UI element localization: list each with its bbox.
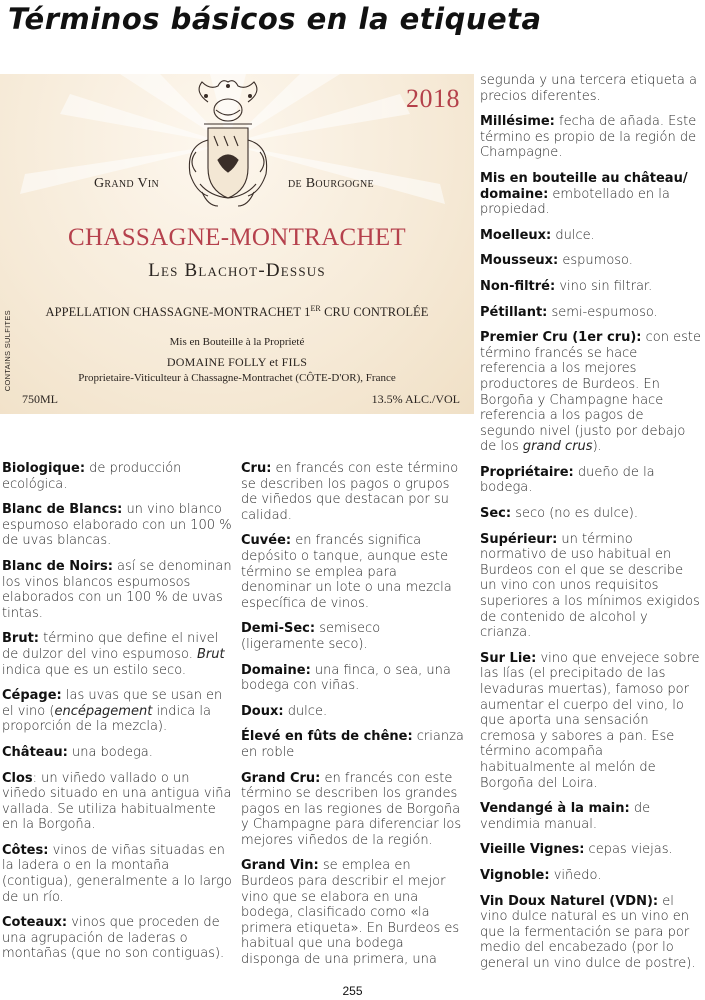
glossary-definition: seco (no es dulce).	[511, 506, 638, 522]
glossary-entry	[2, 843, 234, 905]
glossary-term: Château:	[2, 744, 68, 760]
volume-text: 750ML	[22, 392, 58, 406]
glossary-definition-tail: ).	[592, 439, 602, 455]
producer-text: Proprietaire-Viticulteur à Chassagne-Montrachet (CÔTE-D'OR), France	[78, 372, 396, 384]
glossary-definition: viñedo.	[549, 867, 602, 883]
glossary-term: Élevé en fûts de chêne:	[241, 729, 413, 745]
glossary-term: Brut:	[2, 631, 39, 647]
glossary-term: Vieille Vignes:	[480, 842, 585, 858]
glossary-entry	[2, 502, 234, 549]
glossary-definition: con este término francés se hace referencia a los mejores productores de Burdeos. En Borgoña y Champagne hace referencia a los pagos de segundo nivel (justo por debajo de los	[480, 330, 701, 455]
glossary-entry	[480, 651, 702, 791]
glossary-definition: dulce.	[283, 703, 328, 719]
glossary-entry	[241, 771, 465, 849]
glossary-emphasis: encépagement	[54, 703, 153, 719]
glossary-term: Cépage:	[2, 688, 62, 704]
glossary-column-2	[241, 461, 465, 978]
glossary-term: Clos	[2, 770, 33, 786]
glossary-entry	[480, 305, 702, 321]
controlee-pre: APPELLATION CHASSAGNE-MONTRACHET 1	[45, 305, 311, 320]
region-text: de Bourgogne	[288, 176, 374, 191]
glossary-term: Vin Doux Naturel (VDN):	[480, 893, 659, 909]
domaine-name: DOMAINE FOLLY et FILS	[166, 355, 308, 369]
glossary-entry	[2, 745, 234, 761]
glossary-term: Cru:	[241, 461, 272, 476]
glossary-definition: las uvas que se usan en el vino (	[2, 688, 223, 719]
appellation-controlee	[0, 304, 474, 320]
glossary-definition: fecha de añada. Este término es propio de la región de Champagne.	[480, 114, 697, 161]
glossary-entry	[480, 114, 702, 161]
page-title: Términos básicos en la etiqueta	[8, 2, 542, 36]
glossary-entry	[2, 688, 234, 735]
glossary-definition: cepas viejas.	[584, 842, 673, 858]
glossary-entry	[241, 533, 465, 611]
glossary-term: Premier Cru (1er cru):	[480, 330, 642, 346]
glossary-entry	[480, 532, 702, 641]
glossary-term: Grand Vin:	[241, 858, 319, 874]
glossary-entry	[2, 559, 234, 621]
glossary-definition: un término normativo de uso habitual en Burdeos con el que se describe un vino con unos requisitos superiores a los mínimos exigidos de contenido de alcohol y crianza.	[480, 531, 700, 641]
glossary-term: Cuvée:	[241, 533, 292, 549]
glossary-definition: el vino dulce natural es un vino en que la fermentación se para por medio del encabezado (por lo general un vino dulce de postre).	[480, 893, 696, 971]
glossary-definition: una bodega.	[67, 744, 153, 760]
glossary-column-3	[480, 73, 702, 982]
glossary-entry	[480, 868, 702, 884]
glossary-term: Mis en bouteille au château/ domaine:	[480, 170, 688, 202]
glossary-definition: se emplea en Burdeos para describir el mejor vino que se elabora en una bodega, clasificado como «la primera etiqueta». En Burdeos es habitual que una bodega disponga de una primera, una	[241, 858, 460, 968]
glossary-definition: de producción ecológica.	[2, 461, 182, 492]
glossary-definition: un vino blanco espumoso elaborado con un 100 % de uvas blancas.	[2, 502, 232, 549]
controlee-post: CRU CONTROLÉE	[320, 305, 429, 320]
glossary-term: Vendangé à la main:	[480, 801, 630, 817]
glossary-entry	[241, 729, 465, 760]
glossary-term: Grand Cru:	[241, 770, 321, 786]
glossary-definition: embotellado en la propiedad.	[480, 186, 670, 218]
page-number: 255	[342, 984, 363, 998]
glossary-entry	[2, 771, 234, 833]
glossary-definition: vino que envejece sobre las lías (el precipitado de las levaduras muertas), famoso por aumentar el cuerpo del vino, lo que aporta una sensación cremosa y sabores a pan. Ese término acompaña habitualmente al melón de Borgoña del Loira.	[480, 650, 700, 791]
glossary-entry	[2, 631, 234, 678]
glossary-entry	[480, 842, 702, 858]
coat-of-arms-icon	[178, 80, 278, 230]
glossary-term: Mousseux:	[480, 253, 559, 269]
glossary-term: Blanc de Noirs:	[2, 558, 113, 574]
glossary-term: Domaine:	[241, 662, 311, 678]
glossary-term: Non-filtré:	[480, 278, 556, 294]
glossary-entry	[480, 253, 702, 269]
glossary-definition: segunda y una tercera etiqueta a precios diferentes.	[480, 73, 697, 104]
glossary-definition-tail: indica que es un estilo seco.	[2, 662, 187, 678]
glossary-term: Supérieur:	[480, 531, 558, 547]
wine-label-image	[0, 74, 474, 414]
glossary-entry	[480, 228, 702, 244]
glossary-term: Doux:	[241, 703, 284, 719]
glossary-definition-tail: indica la proporción de la mezcla).	[2, 703, 211, 735]
glossary-definition: en francés con este término se describen los grandes pagos en las regiones de Borgoña y Champagne para diferenciar los mejores viñedos de la región.	[241, 770, 462, 848]
glossary-entry	[480, 506, 702, 522]
glossary-entry	[241, 704, 465, 720]
glossary-definition: de vendimia manual.	[480, 801, 651, 832]
glossary-term: Côtes:	[2, 842, 49, 858]
glossary-definition: crianza en roble	[241, 729, 464, 760]
glossary-entry	[480, 279, 702, 295]
glossary-entry	[241, 621, 465, 652]
glossary-term: Biologique:	[2, 461, 86, 476]
glossary-entry	[2, 915, 234, 962]
glossary-entry	[241, 663, 465, 694]
glossary-definition: así se denominan los vinos blancos espumosos elaborados con un 100 % de uvas tintas.	[2, 558, 232, 621]
glossary-term: Coteaux:	[2, 915, 68, 931]
glossary-term: Blanc de Blancs:	[2, 502, 123, 518]
glossary-entry	[480, 801, 702, 832]
glossary-definition: vinos de viñas situadas en la ladera o en la montaña (contigua), generalmente a lo largo de un río.	[2, 842, 232, 905]
glossary-entry	[2, 461, 234, 492]
glossary-term: Demi-Sec:	[241, 621, 316, 637]
glossary-definition: : un viñedo vallado o un viñedo situado en una antigua viña vallada. Se utiliza habitualmente en la Borgoña.	[2, 770, 232, 833]
glossary-emphasis: Brut	[197, 646, 225, 662]
glossary-term: Propriétaire:	[480, 464, 574, 480]
glossary-entry	[480, 894, 702, 972]
vintage-year: 2018	[406, 84, 460, 113]
glossary-emphasis: grand crus	[522, 439, 593, 455]
glossary-definition: término que define el nivel de dulzor del vino espumoso.	[2, 631, 219, 662]
glossary-entry	[241, 461, 465, 523]
controlee-sup: ER	[310, 304, 321, 313]
glossary-entry	[480, 465, 702, 496]
glossary-term: Sec:	[480, 506, 512, 522]
glossary-entry	[241, 858, 465, 967]
glossary-definition: semiseco (ligeramente seco).	[241, 621, 381, 652]
glossary-definition: dulce.	[551, 227, 595, 243]
grand-vin-text: Grand Vin	[94, 176, 160, 191]
glossary-term: Vignoble:	[480, 867, 550, 883]
glossary-definition: espumoso.	[558, 253, 633, 269]
alcohol-text: 13.5% ALC./VOL	[371, 392, 460, 406]
glossary-term: Sur Lie:	[480, 650, 537, 666]
glossary-term: Pétillant:	[480, 304, 548, 320]
climat-name: Les Blachot-Dessus	[148, 260, 326, 281]
glossary-entry	[480, 330, 702, 455]
glossary-entry	[480, 73, 702, 104]
sulfites-text: CONTAINS SULFITES	[3, 310, 12, 392]
bottling-text: Mis en Bouteille à la Proprieté	[169, 336, 305, 348]
glossary-definition: vino sin filtrar.	[555, 278, 653, 294]
glossary-definition: semi-espumoso.	[547, 304, 658, 320]
glossary-definition: vinos que proceden de una agrupación de laderas o montañas (que no son contiguas).	[2, 915, 225, 962]
glossary-definition: en francés significa depósito o tanque, aunque este término se emplea para denominar un lote o una mezcla específica de vinos.	[241, 533, 452, 611]
glossary-entry	[480, 171, 702, 218]
glossary-definition: en francés con este término se describen los pagos o grupos de viñedos que destacan por su calidad.	[241, 461, 459, 523]
glossary-term: Moelleux:	[480, 227, 552, 243]
glossary-definition: una finca, o sea, una bodega con viñas.	[241, 662, 451, 694]
appellation-name: CHASSAGNE-MONTRACHET	[68, 224, 406, 251]
glossary-definition: dueño de la bodega.	[480, 464, 655, 496]
glossary-column-1	[2, 461, 234, 972]
glossary-term: Millésime:	[480, 114, 555, 130]
